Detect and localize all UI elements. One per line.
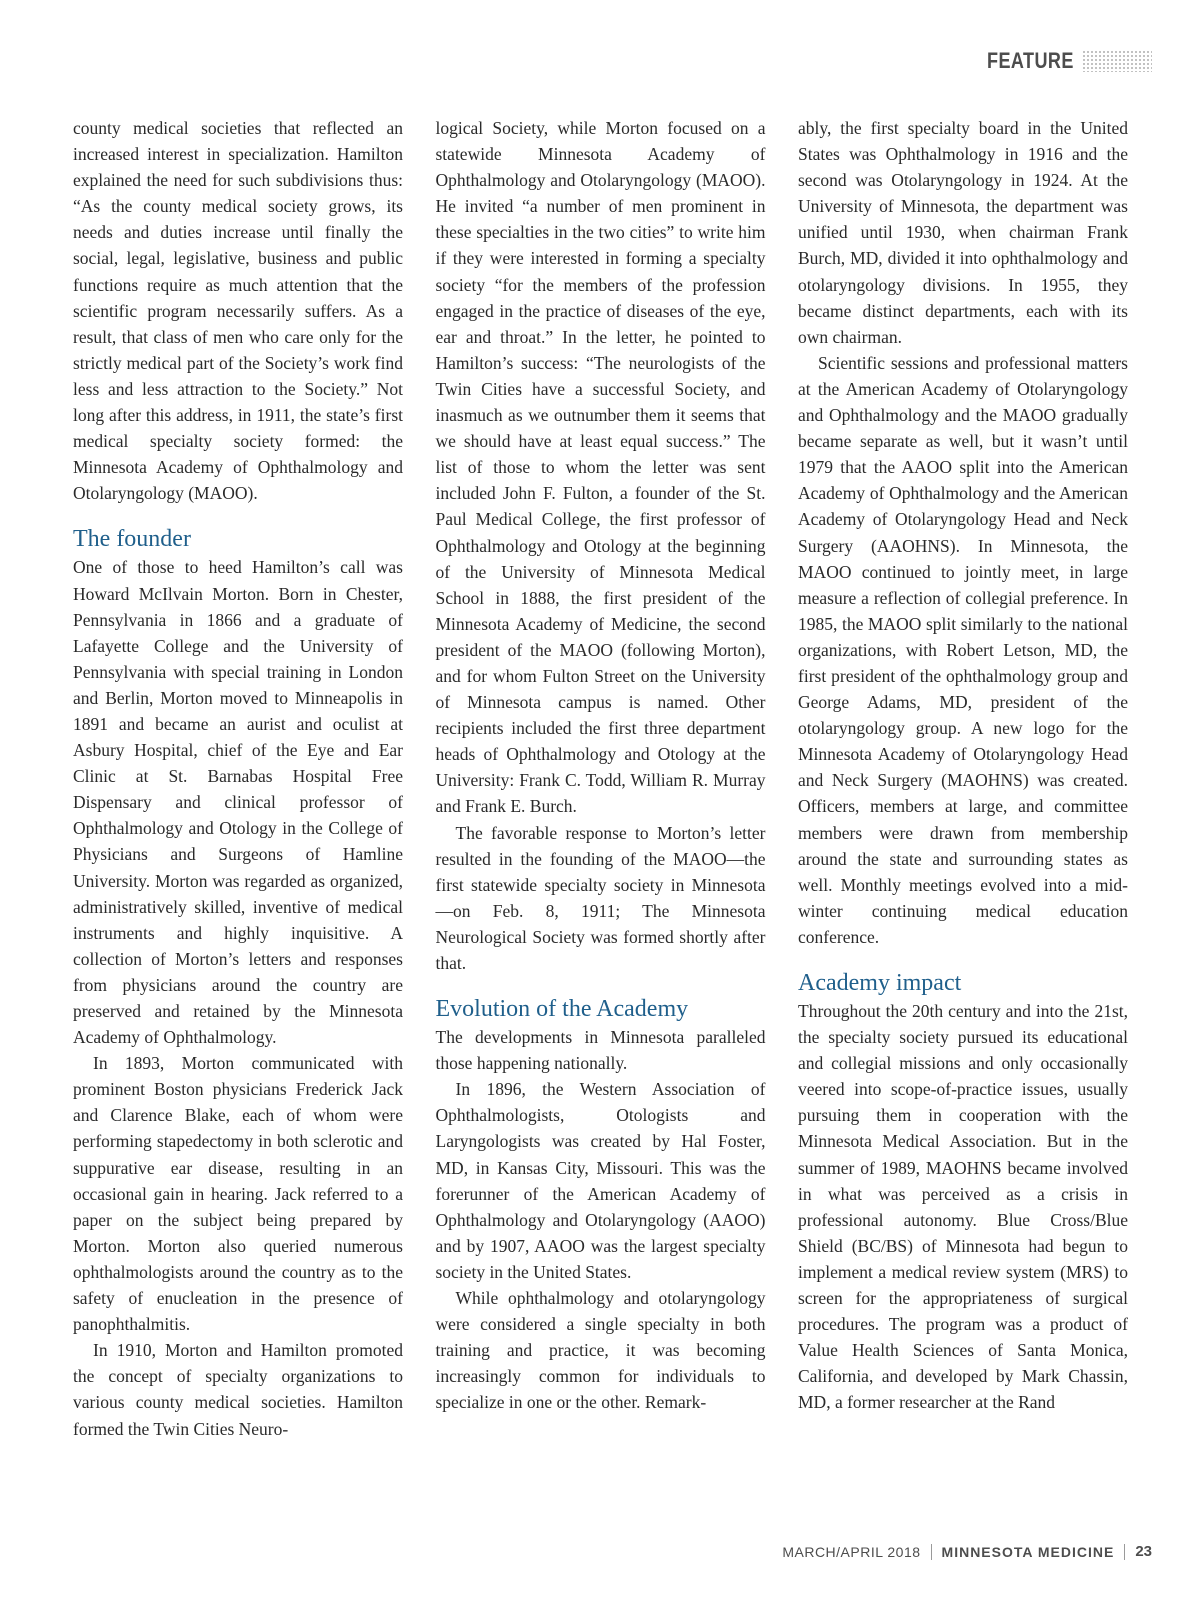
magazine-name: MINNESOTA MEDICINE	[941, 1543, 1115, 1560]
paragraph: In 1893, Morton communicated with prominent Boston physicians Frederick Jack and Clarence Blake, each of whom were performing stapedectomy in both sclerotic and suppurative ear disease, resulting in an occasional gain in hearing. Jack referred to a paper on the subject being prepared by Morton. Morton also queried numerous ophthalmologists around the country as to the safety of enucleation in the presence of panophthalmitis.	[73, 1053, 403, 1335]
paragraph: The developments in Minnesota paralleled those happening nationally.	[435, 1027, 766, 1074]
paragraph: In 1910, Morton and Hamilton promoted the concept of specialty organizations to various county medical societies. Hamilton formed the Twin Cities Neuro-	[73, 1340, 403, 1439]
paragraph: One of those to heed Hamilton’s call was Howard McIlvain Morton. Born in Chester, Pennsylvania in 1866 and a graduate of Lafayette College and the University of Pennsylvania with special training in London and Berlin, Morton moved to Minneapolis in 1891 and became an aurist and oculist at Asbury Hospital, chief of the Eye and Ear Clinic at St. Barnabas Hospital Free Dispensary and clinical professor of Ophthalmology and Otology in the College of Physicians and Surgeons of Hamline University. Morton was regarded as organized, administratively skilled, inventive of medical instruments and highly inquisitive. A collection of Morton’s letters and responses from physicians around the country are preserved and retained by the Minnesota Academy of Ophthalmology.	[73, 557, 403, 1048]
halftone-decoration	[1082, 50, 1152, 72]
section-heading-founder: The founder	[73, 526, 191, 553]
section-tag: FEATURE	[987, 48, 1074, 73]
section-heading-impact: Academy impact	[798, 970, 962, 996]
column-2	[436, 115, 766, 1520]
paragraph: While ophthalmology and otolaryngology were considered a single specialty in both training and practice, it was becoming increasingly common for individuals to specialize in one or the other. Remark-	[435, 1288, 766, 1413]
page-number: 23	[1135, 1543, 1152, 1560]
section-header	[968, 48, 1152, 74]
article-body	[73, 115, 1128, 1520]
footer-divider	[931, 1544, 932, 1560]
footer-divider	[1124, 1544, 1125, 1560]
column-1	[73, 115, 403, 1520]
paragraph: ably, the first specialty board in the United States was Ophthalmology in 1916 and the second was Otolaryngology in 1924. At the University of Minnesota, the department was unified until 1930, when chairman Frank Burch, MD, divided it into ophthalmology and otolaryngology divisions. In 1955, they became distinct departments, each with its own chairman.	[798, 118, 1128, 347]
paragraph: In 1896, the Western Association of Ophthalmologists, Otologists and Laryngologists was created by Hal Foster, MD, in Kansas City, Missouri. This was the forerunner of the American Academy of Ophthalmology and Otolaryngology (AAOO) and by 1907, AAOO was the largest specialty society in the United States.	[435, 1079, 766, 1282]
paragraph: The favorable response to Morton’s letter resulted in the founding of the MAOO—the first statewide specialty society in Minnesota—on Feb. 8, 1911; The Minnesota Neurological Society was formed shortly after that.	[435, 822, 766, 973]
column-3	[798, 115, 1128, 1520]
paragraph: Scientific sessions and professional matters at the American Academy of Otolaryngology and Ophthalmology and the MAOO gradually became separate as well, but it wasn’t until 1979 that the AAOO split into the American Academy of Ophthalmology and the American Academy of Otolaryngology Head and Neck Surgery (AAOHNS). In Minnesota, the MAOO continued to jointly meet, in large measure a reflection of collegial preference. In 1985, the MAOO split similarly to the national organizations, with Robert Letson, MD, the first president of the ophthalmology group and George Adams, MD, president of the otolaryngology group. A new logo for the Minnesota Academy of Otolaryngology Head and Neck Surgery (MAOHNS) was created. Officers, members at large, and committee members were drawn from membership around the state and surrounding states as well. Monthly meetings evolved into a mid-winter continuing medical education conference.	[798, 352, 1128, 947]
paragraph: county medical societies that reflected an increased interest in specialization. Hamilton explained the need for such subdivisions thus: “As the county medical society grows, its needs and duties increase until finally the social, legal, legislative, business and public functions require as much attention that the scientific program necessarily suffers. As a result, that class of men who care only for the strictly medical part of the Society’s work find less and less attraction to the Society.” Not long after this address, in 1911, the state’s first medical specialty society formed: the Minnesota Academy of Ophthalmology and Otolaryngology (MAOO).	[73, 118, 403, 504]
issue-date: MARCH/APRIL 2018	[782, 1543, 921, 1560]
section-heading-evolution: Evolution of the Academy	[435, 996, 689, 1023]
page-footer	[782, 1543, 1152, 1560]
paragraph: Throughout the 20th century and into the 21st, the specialty society pursued its educational and collegial missions and only occasionally veered into scope-of-practice issues, usually pursuing them in cooperation with the Minnesota Medical Association. But in the summer of 1989, MAOHNS became involved in what was perceived as a crisis in professional autonomy. Blue Cross/Blue Shield (BC/BS) of Minnesota had begun to implement a medical review system (MRS) to screen for the appropriateness of surgical procedures. The program was a product of Value Health Sciences of Santa Monica, California, and developed by Mark Chassin, MD, a former researcher at the Rand	[798, 1001, 1128, 1413]
paragraph: logical Society, while Morton focused on a statewide Minnesota Academy of Ophthalmology and Otolaryngology (MAOO). He invited “a number of men prominent in these specialties in the two cities” to write him if they were interested in forming a specialty society “for the members of the profession engaged in the practice of diseases of the eye, ear and throat.” In the letter, he pointed to Hamilton’s success: “The neurologists of the Twin Cities have a successful Society, and inasmuch as we outnumber them it seems that we should have at least equal success.” The list of those to whom the letter was sent included John F. Fulton, a founder of the St. Paul Medical College, the first professor of Ophthalmology and Otology at the beginning of the University of Minnesota Medical School in 1888, the first president of the Minnesota Academy of Medicine, the second president of the MAOO (following Morton), and for whom Fulton Street on the University of Minnesota campus is named. Other recipients included the first three department heads of Ophthalmology and Otology at the University: Frank C. Todd, William R. Murray and Frank E. Burch.	[435, 118, 766, 817]
